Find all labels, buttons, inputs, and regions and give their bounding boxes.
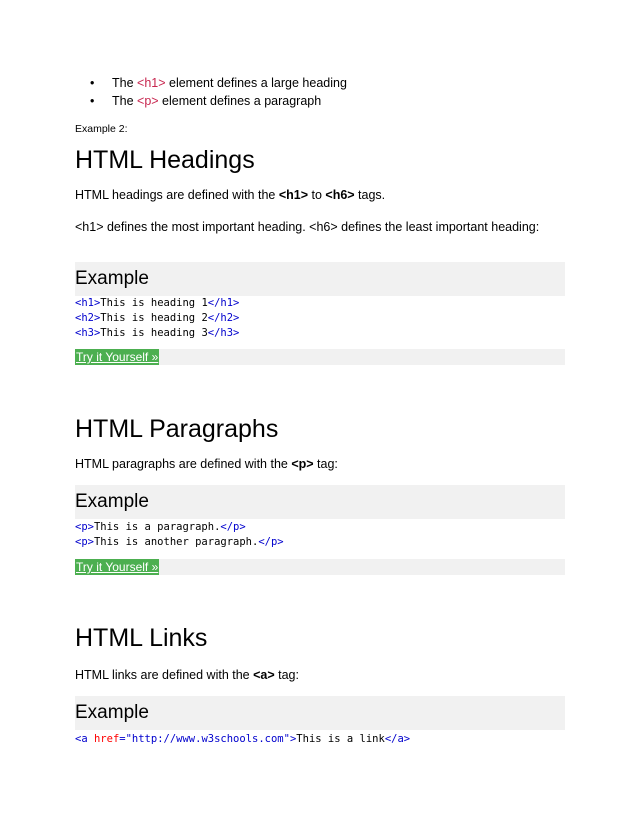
bullet-suffix: element defines a large heading [165, 76, 347, 90]
code-line [75, 296, 239, 311]
bold-tag: <p> [291, 457, 314, 471]
example-title: Example [75, 268, 149, 289]
try-it-bar [75, 559, 565, 575]
text-fragment: HTML paragraphs are defined with the [75, 457, 292, 471]
code-line [75, 732, 410, 747]
bullet-icon: • [90, 76, 95, 90]
example-header [75, 696, 565, 730]
code-tag: <a [75, 733, 88, 745]
text-fragment: tags. [354, 188, 386, 202]
try-it-yourself-button[interactable]: Try it Yourself » [76, 560, 159, 574]
bullet-prefix: The [112, 94, 138, 108]
code-block [75, 296, 239, 341]
example-header [75, 262, 565, 296]
code-line [75, 520, 284, 535]
code-text: This is a paragraph. [93, 521, 221, 533]
code-tag: </p> [220, 521, 246, 533]
bold-tag: <h1> [278, 188, 309, 202]
bold-tag: <a> [253, 668, 275, 682]
headings-note: <h1> defines the most important heading. <h6> defines the least important heading: [75, 220, 540, 234]
code-tag: </a> [384, 733, 411, 745]
text-fragment: HTML headings are defined with the [75, 188, 279, 202]
code-block [75, 732, 410, 747]
text-fragment: to [308, 188, 326, 202]
try-it-bar [75, 349, 565, 365]
bullet-icon: • [90, 94, 95, 108]
text-fragment: HTML links are defined with the [75, 668, 254, 682]
code-tag: </p> [258, 536, 284, 548]
example-title: Example [75, 491, 149, 512]
inline-tag: <p> [137, 94, 159, 108]
section-title-links: HTML Links [75, 624, 208, 652]
code-block [75, 520, 284, 550]
example-header [75, 485, 565, 519]
code-text: This is heading 1 [100, 297, 208, 309]
code-tag: </h2> [207, 312, 240, 324]
bullet-prefix: The [112, 76, 138, 90]
code-text: This is heading 3 [100, 327, 208, 339]
code-attr: href [87, 733, 120, 745]
headings-description [75, 186, 565, 204]
example-title: Example [75, 702, 149, 723]
bold-tag: <h6> [325, 188, 355, 202]
code-text: This is another paragraph. [93, 536, 259, 548]
example-2-label: Example 2: [75, 123, 128, 135]
try-it-yourself-button[interactable]: Try it Yourself » [76, 350, 159, 364]
code-eq: = [119, 733, 126, 745]
code-tag: <h3> [75, 327, 101, 339]
code-tag: </h1> [207, 297, 240, 309]
code-tag: <p> [75, 521, 94, 533]
code-text: This is heading 2 [100, 312, 208, 324]
code-tag: <p> [75, 536, 94, 548]
code-line [75, 311, 239, 326]
text-fragment: tag: [313, 457, 338, 471]
code-tag: <h1> [75, 297, 101, 309]
paragraphs-description [75, 455, 565, 473]
inline-tag: <h1> [137, 76, 166, 90]
code-tag: <h2> [75, 312, 101, 324]
links-description [75, 666, 565, 684]
code-text: This is a link [296, 733, 385, 745]
code-line [75, 535, 284, 550]
code-line [75, 326, 239, 341]
section-title-headings: HTML Headings [75, 146, 255, 174]
code-tag: > [289, 733, 297, 745]
code-tag: </h3> [207, 327, 240, 339]
bullet-suffix: element defines a paragraph [158, 94, 322, 108]
section-title-paragraphs: HTML Paragraphs [75, 415, 279, 443]
text-fragment: tag: [274, 668, 299, 682]
code-value: "http://www.w3schools.com" [125, 733, 290, 745]
